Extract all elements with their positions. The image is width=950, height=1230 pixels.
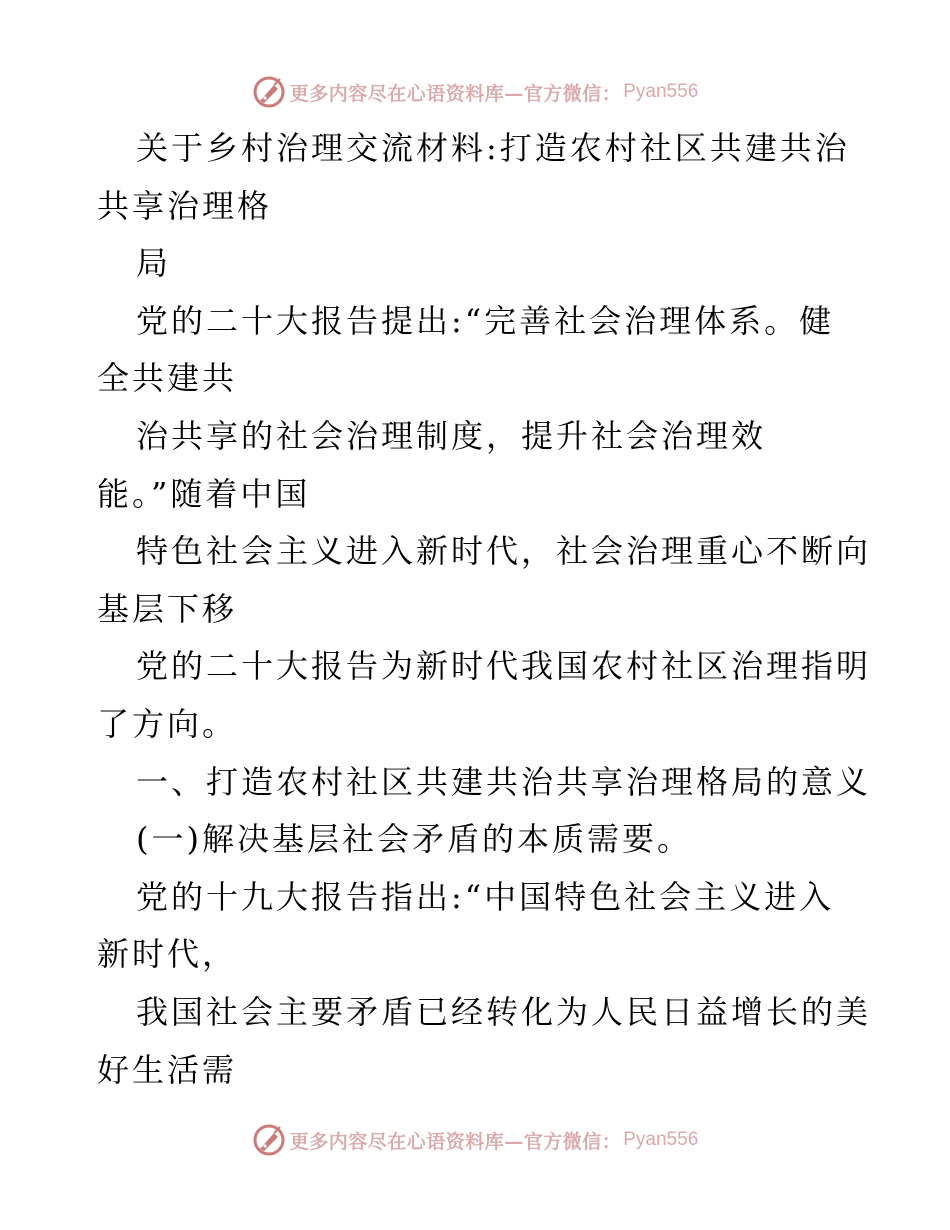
paragraph-line: 党的二十大报告提出:“完善社会治理体系。健 (136, 301, 835, 340)
pen-nib-circle-icon (252, 1123, 286, 1157)
paragraph-line: (一)解决基层社会矛盾的本质需要。 (136, 820, 692, 859)
watermark-text: 更多内容尽在心语资料库—官方微信： (289, 1130, 622, 1153)
paragraph-line: 局 (136, 244, 172, 283)
paragraph-line: 了方向。 (97, 705, 238, 743)
paragraph-line: 党的二十大报告为新时代我国农村社区治理指明 (136, 647, 872, 686)
watermark-account: Pyan556 (623, 1129, 699, 1150)
paragraph-line: 新时代， (97, 935, 238, 974)
header-watermark (0, 70, 950, 114)
paragraph-line: 全共建共 (97, 359, 238, 398)
pen-nib-circle-icon (252, 75, 286, 109)
paragraph-line: 党的十九大报告指出:“中国特色社会主义进入 (136, 877, 835, 916)
paragraph-line: 我国社会主要矛盾已经转化为人民日益增长的美 (136, 993, 872, 1031)
paragraph-line: 基层下移 (97, 589, 238, 628)
paragraph-line: 特色社会主义进入新时代，社会治理重心不断向 (136, 532, 872, 571)
paragraph-line: 好生活需 (97, 1050, 238, 1089)
watermark-account: Pyan556 (623, 81, 699, 102)
paragraph-line: 一、打造农村社区共建共治共享治理格局的意义 (136, 762, 872, 801)
watermark-text: 更多内容尽在心语资料库—官方微信： (289, 82, 622, 105)
footer-watermark (0, 1118, 950, 1162)
paragraph-line: 关于乡村治理交流材料:打造农村社区共建共治 (136, 129, 850, 167)
paragraph-line: 能。”随着中国 (97, 474, 311, 513)
paragraph-line: 共享治理格 (97, 186, 273, 225)
paragraph-line: 治共享的社会治理制度，提升社会治理效 (136, 417, 767, 455)
